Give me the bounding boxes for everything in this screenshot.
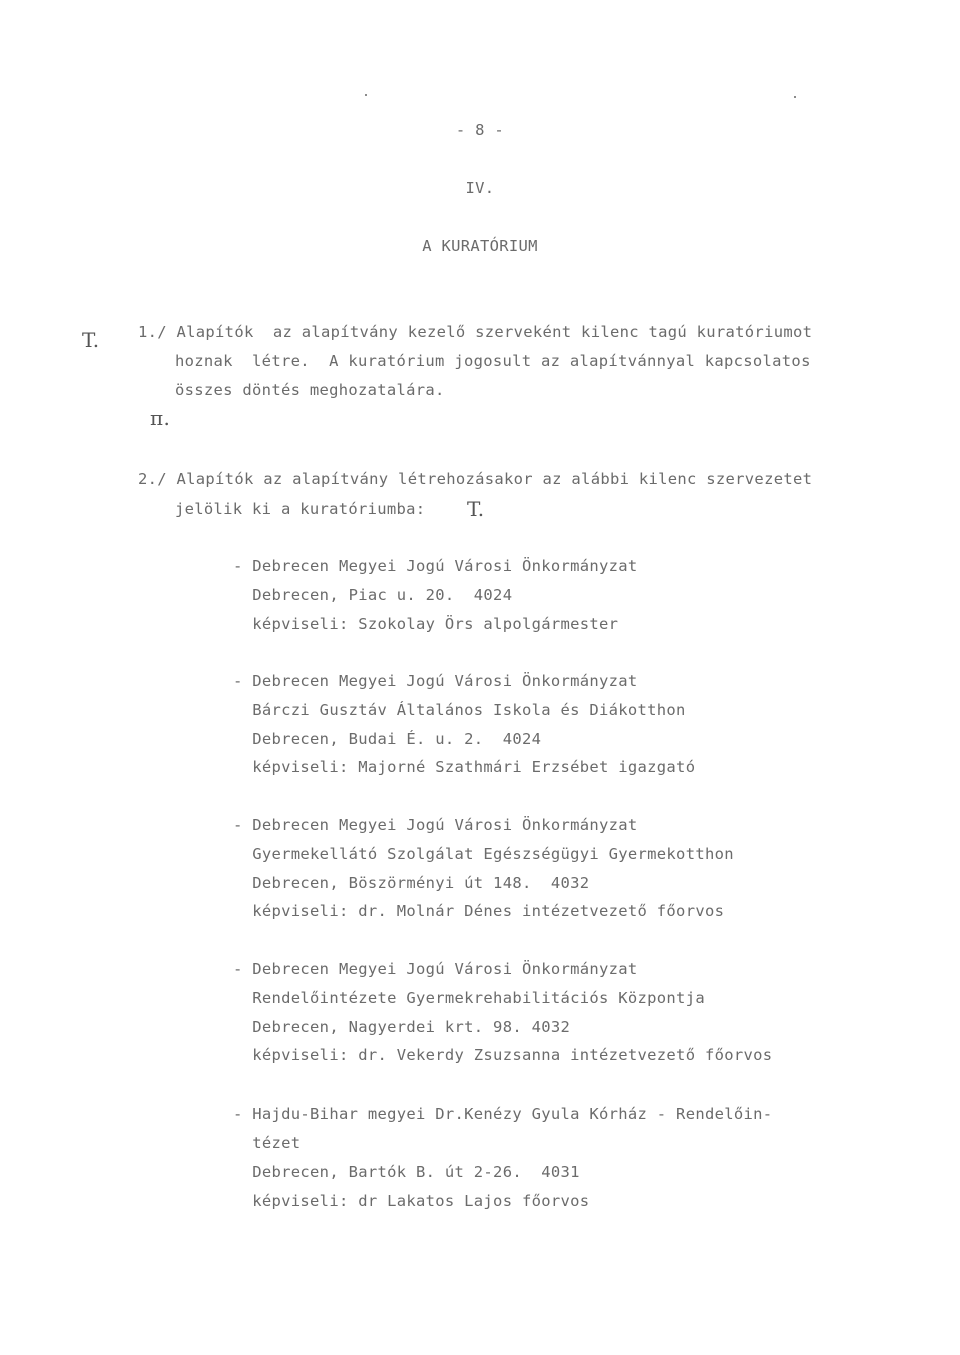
page-number: - 8 - xyxy=(455,121,505,139)
entry4-line-2: Rendelőintézete Gyermekrehabilitációs Központja xyxy=(233,989,705,1007)
inline-mark-t: T. xyxy=(467,497,485,521)
paragraph1-line-1: 1./ Alapítók az alapítvány kezelő szerveként kilenc tagú kuratóriumot xyxy=(138,323,813,341)
paragraph2-line-2: jelölik ki a kuratóriumba: xyxy=(175,500,426,518)
entry5-line-4: képviseli: dr Lakatos Lajos főorvos xyxy=(233,1192,590,1210)
entry1-line-3: képviseli: Szokolay Örs alpolgármester xyxy=(233,615,619,633)
margin-mark-t: T. xyxy=(82,328,100,352)
entry1-line-2: Debrecen, Piac u. 20. 4024 xyxy=(233,586,513,604)
entry4-line-4: képviseli: dr. Vekerdy Zsuzsanna intézetvezető főorvos xyxy=(233,1046,773,1064)
entry2-line-2: Bárczi Gusztáv Általános Iskola és Diákotthon xyxy=(233,701,686,719)
entry1-line-1: - Debrecen Megyei Jogú Városi Önkormányzat xyxy=(233,557,638,575)
entry3-line-2: Gyermekellátó Szolgálat Egészségügyi Gyermekotthon xyxy=(233,845,734,863)
speck-mark xyxy=(365,94,367,96)
entry3-line-4: képviseli: dr. Molnár Dénes intézetvezető főorvos xyxy=(233,902,725,920)
margin-mark-pi: π. xyxy=(150,406,171,430)
paragraph2-line-1: 2./ Alapítók az alapítvány létrehozásakor az alábbi kilenc szervezetet xyxy=(138,470,813,488)
entry4-line-3: Debrecen, Nagyerdei krt. 98. 4032 xyxy=(233,1018,571,1036)
entry5-line-1: - Hajdu-Bihar megyei Dr.Kenézy Gyula Kórház - Rendelőin- xyxy=(233,1105,773,1123)
entry5-line-3: Debrecen, Bartók B. út 2-26. 4031 xyxy=(233,1163,580,1181)
entry3-line-1: - Debrecen Megyei Jogú Városi Önkormányzat xyxy=(233,816,638,834)
entry2-line-4: képviseli: Majorné Szathmári Erzsébet igazgató xyxy=(233,758,696,776)
section-title: A KURATÓRIUM xyxy=(422,237,538,255)
speck-mark xyxy=(794,96,796,98)
entry2-line-3: Debrecen, Budai É. u. 2. 4024 xyxy=(233,730,542,748)
paragraph1-line-3: összes döntés meghozatalára. xyxy=(175,381,445,399)
section-number: IV. xyxy=(465,179,495,197)
entry3-line-3: Debrecen, Böszörményi út 148. 4032 xyxy=(233,874,590,892)
entry2-line-1: - Debrecen Megyei Jogú Városi Önkormányzat xyxy=(233,672,638,690)
entry5-line-2: tézet xyxy=(233,1134,301,1152)
paragraph1-line-2: hoznak létre. A kuratórium jogosult az alapítvánnyal kapcsolatos xyxy=(175,352,811,370)
entry4-line-1: - Debrecen Megyei Jogú Városi Önkormányzat xyxy=(233,960,638,978)
